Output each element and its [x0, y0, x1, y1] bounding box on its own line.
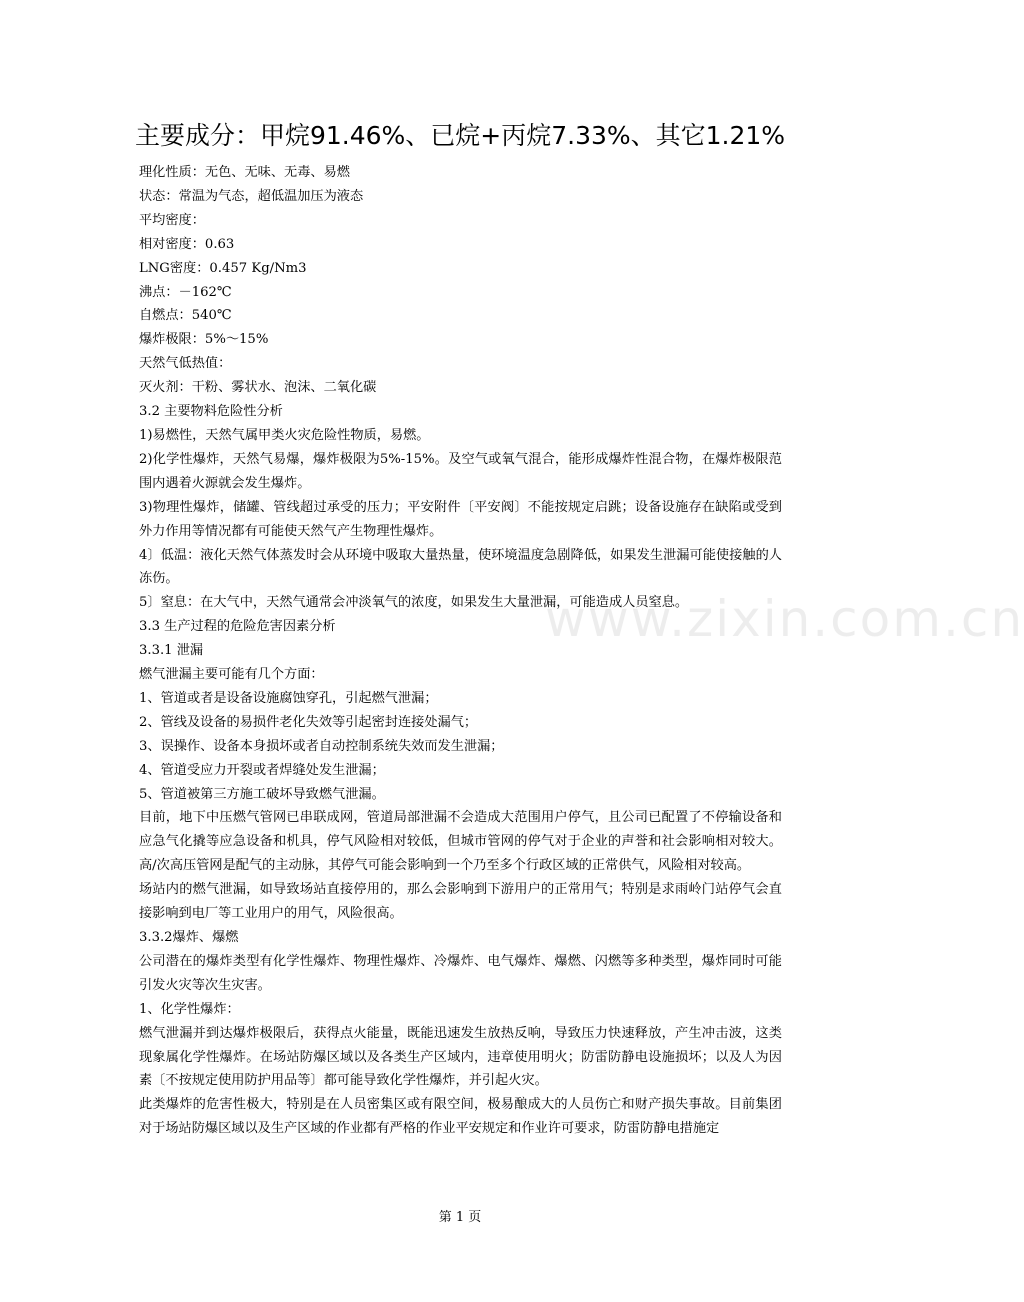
- list-item: 2、管线及设备的易损件老化失效等引起密封连接处漏气；: [139, 714, 478, 730]
- watermark: www.zixin.com.cn: [545, 590, 1024, 648]
- paragraph: 天然气低热值：: [139, 356, 232, 372]
- section-heading: 3.2 主要物料危险性分析: [139, 404, 283, 420]
- paragraph: 4〕低温：液化天然气体蒸发时会从环境中吸取大量热量，使环境温度急剧降低，如果发生泄漏可能使接触的人冻伤。: [139, 547, 782, 587]
- paragraph: 自燃点：540℃: [139, 308, 232, 324]
- list-item: 3、误操作、设备本身损坏或者自动控制系统失效而发生泄漏；: [139, 738, 504, 754]
- paragraph: 目前，地下中压燃气管网已串联成网，管道局部泄漏不会造成大范围用户停气，且公司已配置了不停输设备和应急气化撬等应急设备和机具，停气风险相对较低，但城市管网的停气对于企业的声誉和社会影响相对较大。高/次高压管网是配气的主动脉，其停气可能会影响到一个乃至多个行政区域的正常供气，风险相对较高。: [139, 810, 782, 874]
- paragraph: 场站内的燃气泄漏，如导致场站直接停用的，那么会影响到下游用户的正常用气；特别是求雨岭门站停气会直接影响到电厂等工业用户的用气，风险很高。: [139, 882, 782, 922]
- document-title: 主要成分：甲烷91.46%、已烷+丙烷7.33%、其它1.21%: [134, 121, 786, 150]
- list-item: 5、管道被第三方施工破坏导致燃气泄漏。: [139, 786, 385, 802]
- paragraph: 公司潜在的爆炸类型有化学性爆炸、物理性爆炸、冷爆炸、电气爆炸、爆燃、闪燃等多种类型，爆炸同时可能引发火灾等次生灾害。: [139, 953, 782, 993]
- paragraph: 爆炸极限：5%～15%: [139, 332, 269, 348]
- section-heading: 3.3.1 泄漏: [139, 643, 204, 659]
- paragraph: 燃气泄漏并到达爆炸极限后，获得点火能量，既能迅速发生放热反响，导致压力快速释放，产生冲击波，这类现象属化学性爆炸。在场站防爆区域以及各类生产区域内，违章使用明火；防雷防静电设施损坏；以及人为因素〔不按规定使用防护用品等〕都可能导致化学性爆炸，并引起火灾。: [139, 1025, 782, 1089]
- paragraph: 状态：常温为气态，超低温加压为液态: [139, 188, 364, 204]
- paragraph: 1、化学性爆炸：: [139, 1001, 240, 1017]
- paragraph: 沸点：－162℃: [139, 284, 232, 300]
- paragraph: 燃气泄漏主要可能有几个方面：: [139, 667, 324, 683]
- paragraph: 2)化学性爆炸，天然气易爆，爆炸极限为5%-15%。及空气或氧气混合，能形成爆炸性混合物，在爆炸极限范围内遇着火源就会发生爆炸。: [139, 451, 782, 491]
- section-heading: 3.3.2爆炸、爆燃: [139, 930, 239, 945]
- paragraph: 3)物理性爆炸，储罐、管线超过承受的压力；平安附件〔平安阀〕不能按规定启跳；设备设施存在缺陷或受到外力作用等情况都有可能使天然气产生物理性爆炸。: [139, 499, 782, 539]
- paragraph: 相对密度：0.63: [139, 236, 235, 252]
- list-item: 4、管道受应力开裂或者焊缝处发生泄漏；: [139, 762, 385, 778]
- page-number: 第 1 页: [438, 1210, 482, 1225]
- paragraph: 灭火剂：干粉、雾状水、泡沫、二氧化碳: [139, 380, 377, 396]
- paragraph: LNG密度：0.457 Kg/Nm3: [139, 260, 307, 276]
- section-heading: 3.3 生产过程的危险危害因素分析: [139, 619, 336, 635]
- list-item: 1、管道或者是设备设施腐蚀穿孔，引起燃气泄漏；: [139, 690, 438, 706]
- paragraph: 5〕窒息：在大气中，天然气通常会冲淡氧气的浓度，如果发生大量泄漏，可能造成人员窒息。: [139, 595, 689, 611]
- document-body: [139, 161, 782, 1141]
- paragraph: 1)易燃性，天然气属甲类火灾危险性物质，易燃。: [139, 427, 430, 443]
- paragraph: 理化性质：无色、无味、无毒、易燃: [139, 165, 350, 180]
- paragraph: 平均密度：: [139, 212, 205, 228]
- paragraph: 此类爆炸的危害性极大，特别是在人员密集区或有限空间，极易酿成大的人员伤亡和财产损失事故。目前集团对于场站防爆区域以及生产区域的作业都有严格的作业平安规定和作业许可要求，防雷防静电措施定: [139, 1097, 782, 1137]
